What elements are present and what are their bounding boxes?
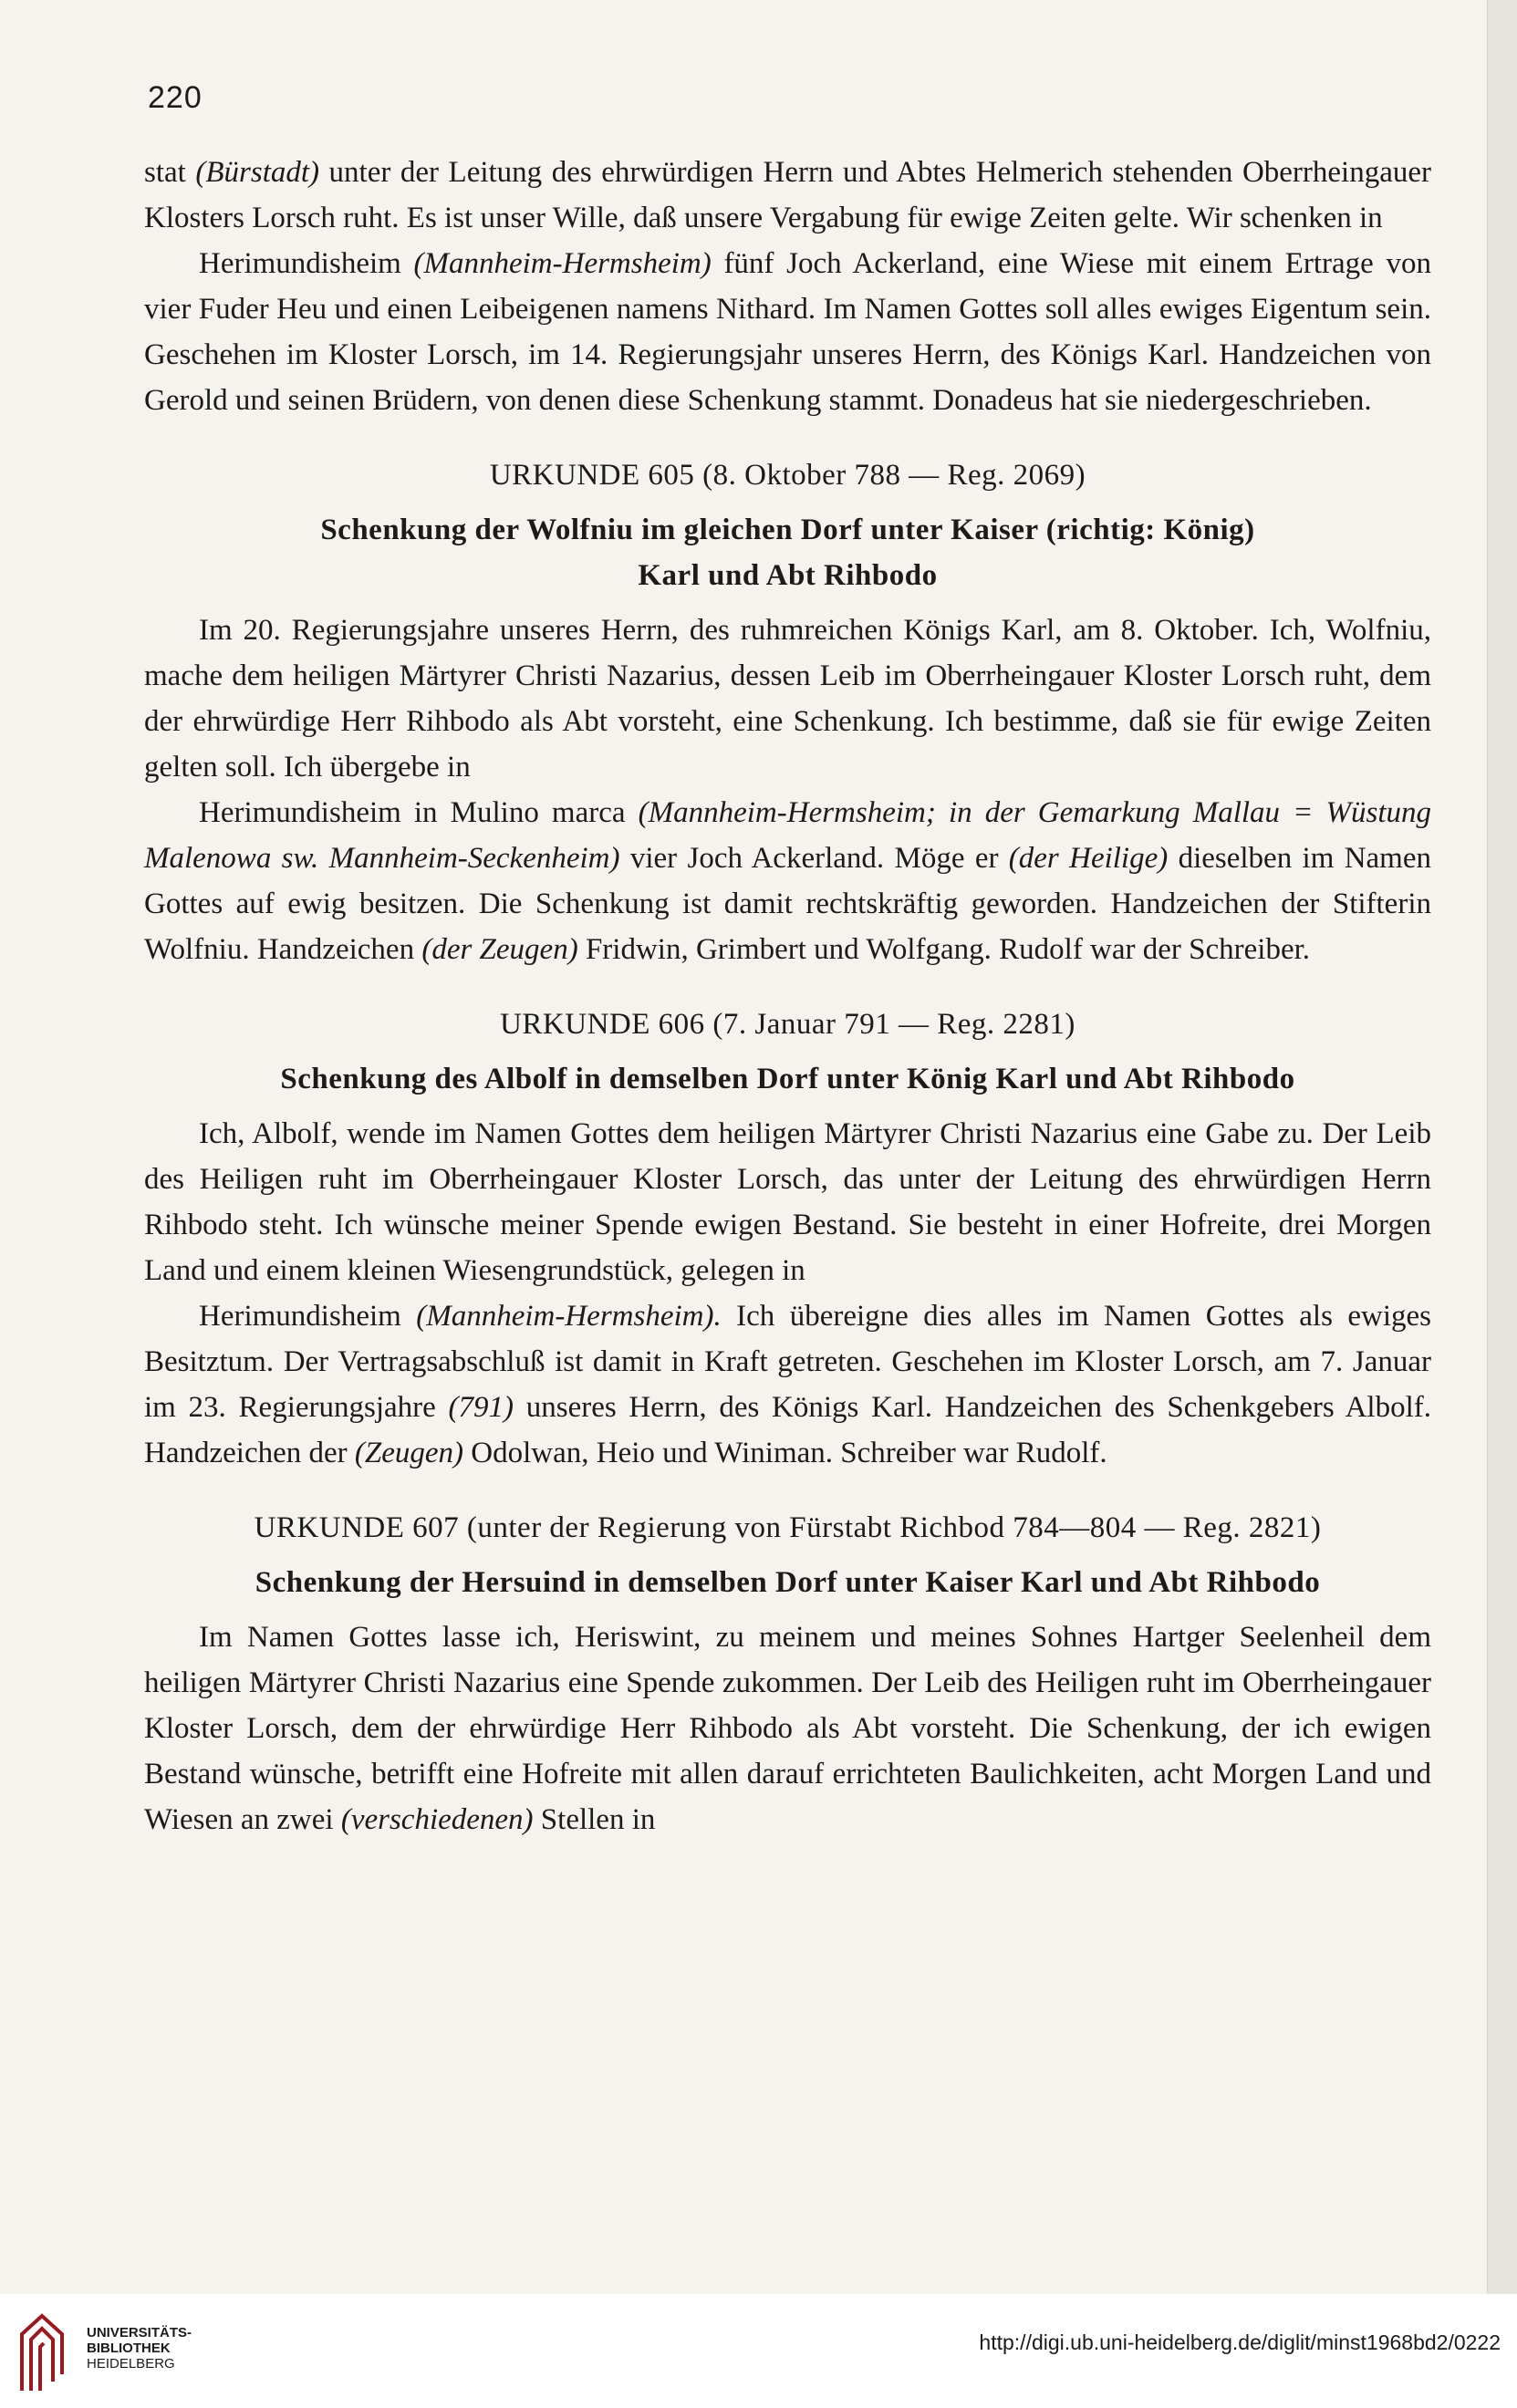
italic-annotation: (Zeugen) bbox=[354, 1437, 464, 1469]
document-subheading: Karl und Abt Rihbodo bbox=[638, 559, 938, 592]
document-heading: URKUNDE 605 (8. Oktober 788 — Reg. 2069) bbox=[489, 459, 1086, 492]
text-segment: unseres Herrn, des Königs Karl. Handzeichen des Schenkgebers Albolf. Handzeichen der bbox=[144, 1391, 1431, 1469]
document-heading: URKUNDE 606 (7. Januar 791 — Reg. 2281) bbox=[500, 1008, 1075, 1041]
italic-annotation: (der Heilige) bbox=[1008, 842, 1169, 875]
text-segment: Fridwin, Grimbert und Wolfgang. Rudolf war der Schreiber. bbox=[577, 933, 1311, 966]
body-paragraph bbox=[144, 1111, 1431, 1293]
body-paragraph bbox=[144, 241, 1431, 423]
page-edge bbox=[1487, 0, 1517, 2294]
document-heading: URKUNDE 607 (unter der Regierung von Fürstabt Richbod 784—804 — Reg. 2821) bbox=[254, 1511, 1322, 1544]
body-paragraph bbox=[144, 1614, 1431, 1842]
text-segment: stat bbox=[144, 156, 196, 189]
document-body bbox=[144, 150, 1431, 1842]
text-segment: vier Joch Ackerland. Möge er bbox=[619, 842, 1009, 875]
library-name-line-2: BIBLIOTHEK bbox=[87, 2341, 171, 2356]
italic-annotation: (Mannheim-Hermsheim). bbox=[416, 1300, 722, 1333]
italic-annotation: (Mannheim-Hermsheim) bbox=[413, 247, 712, 280]
italic-annotation: (791) bbox=[448, 1391, 514, 1424]
document-subheading: Schenkung der Hersuind in demselben Dorf unter Kaiser Karl und Abt Rihbodo bbox=[255, 1566, 1321, 1599]
text-segment: Im Namen Gottes lasse ich, Heriswint, zu meinem und meines Sohnes Hartger Seelenheil dem heiligen Märtyrer Christi Nazarius eine Spende zukommen. Der Leib des Heiligen ruht im Oberrheingauer Kloster Lorsch, dem der ehrwürdige Herr Rihbodo als Abt vorsteht. Die Schenkung, der ich ewigen Bestand wünsche, betrifft eine Hofreite mit allen darauf errichteten Baulichkeiten, acht Morgen Land und Wiesen an zwei bbox=[144, 1621, 1431, 1836]
source-url[interactable]: http://digi.ub.uni-heidelberg.de/diglit/minst1968bd2/0222 bbox=[979, 2330, 1501, 2354]
text-segment: Im 20. Regierungsjahre unseres Herrn, des ruhmreichen Königs Karl, am 8. Oktober. Ich, Wolfniu, mache dem heiligen Märtyrer Christi Nazarius, dessen Leib im Oberrheingauer Kloster Lorsch ruht, dem der ehrwürdige Herr Rihbodo als Abt vorsteht, eine Schenkung. Ich bestimme, daß sie für ewige Zeiten gelten soll. Ich übergebe in bbox=[144, 614, 1431, 784]
text-segment: Stellen in bbox=[533, 1803, 656, 1836]
text-segment: Ich, Albolf, wende im Namen Gottes dem heiligen Märtyrer Christi Nazarius eine Gabe zu. Der Leib des Heiligen ruht im Oberrheingauer Kloster Lorsch, das unter der Leitung des ehrwürdigen Herrn Rihbodo steht. Ich wünsche meiner Spende ewigen Bestand. Sie besteht in einer Hofreite, drei Morgen Land und einem kleinen Wiesengrundstück, gelegen in bbox=[144, 1117, 1431, 1287]
text-segment: unter der Leitung des ehrwürdigen Herrn und Abtes Helmerich stehenden Oberrheingauer Klosters Lorsch ruht. Es ist unser Wille, daß unsere Vergabung für ewige Zeiten gelte. Wir schenken in bbox=[144, 156, 1432, 234]
footer-bar bbox=[0, 2294, 1517, 2408]
text-segment: Odolwan, Heio und Winiman. Schreiber war Rudolf. bbox=[463, 1437, 1107, 1469]
body-paragraph bbox=[144, 150, 1431, 241]
body-paragraph bbox=[144, 790, 1431, 972]
text-segment: fünf Joch Ackerland, eine Wiese mit einem Ertrage von vier Fuder Heu und einen Leibeigenen namens Nithard. Im Namen Gottes soll alles ewiges Eigentum sein. Geschehen im Kloster Lorsch, im 14. Regierungsjahr unseres Herrn, des Königs Karl. Handzeichen von Gerold und seinen Brüdern, von denen diese Schenkung stammt. Donadeus hat sie niedergeschrieben. bbox=[144, 247, 1431, 417]
body-paragraph bbox=[144, 607, 1431, 790]
document-subheading: Schenkung des Albolf in demselben Dorf unter König Karl und Abt Rihbodo bbox=[280, 1063, 1295, 1095]
page-number: 220 bbox=[148, 80, 203, 115]
italic-annotation: (Bürstadt) bbox=[195, 156, 320, 189]
italic-annotation: (verschiedenen) bbox=[340, 1803, 534, 1836]
library-name-line-3: HEIDELBERG bbox=[87, 2356, 175, 2372]
text-segment: dieselben im Namen Gottes auf ewig besitzen. Die Schenkung ist damit rechtskräftig geworden. Handzeichen der Stifterin Wolfniu. Handzeichen bbox=[144, 842, 1431, 966]
document-subheading: Schenkung der Wolfniu im gleichen Dorf unter Kaiser (richtig: König) bbox=[320, 514, 1255, 546]
library-name-line-1: UNIVERSITÄTS- bbox=[87, 2325, 192, 2341]
text-segment: Herimundisheim bbox=[199, 247, 414, 280]
text-segment: Ich übereigne dies alles im Namen Gottes als ewiges Besitztum. Der Vertragsabschluß ist damit in Kraft getreten. Geschehen im Kloster Lorsch, am 7. Januar im 23. Regierungsjahre bbox=[144, 1300, 1431, 1424]
body-paragraph bbox=[144, 1293, 1431, 1476]
ub-heidelberg-logo-icon bbox=[16, 2310, 68, 2392]
library-name bbox=[87, 2325, 192, 2372]
text-segment: Herimundisheim in Mulino marca bbox=[199, 796, 639, 829]
italic-annotation: (der Zeugen) bbox=[421, 933, 578, 966]
italic-annotation: (Mannheim-Hermsheim; in der Gemarkung Mallau = Wüstung Malenowa sw. Mannheim-Seckenheim) bbox=[144, 796, 1431, 875]
text-segment: Herimundisheim bbox=[199, 1300, 417, 1333]
